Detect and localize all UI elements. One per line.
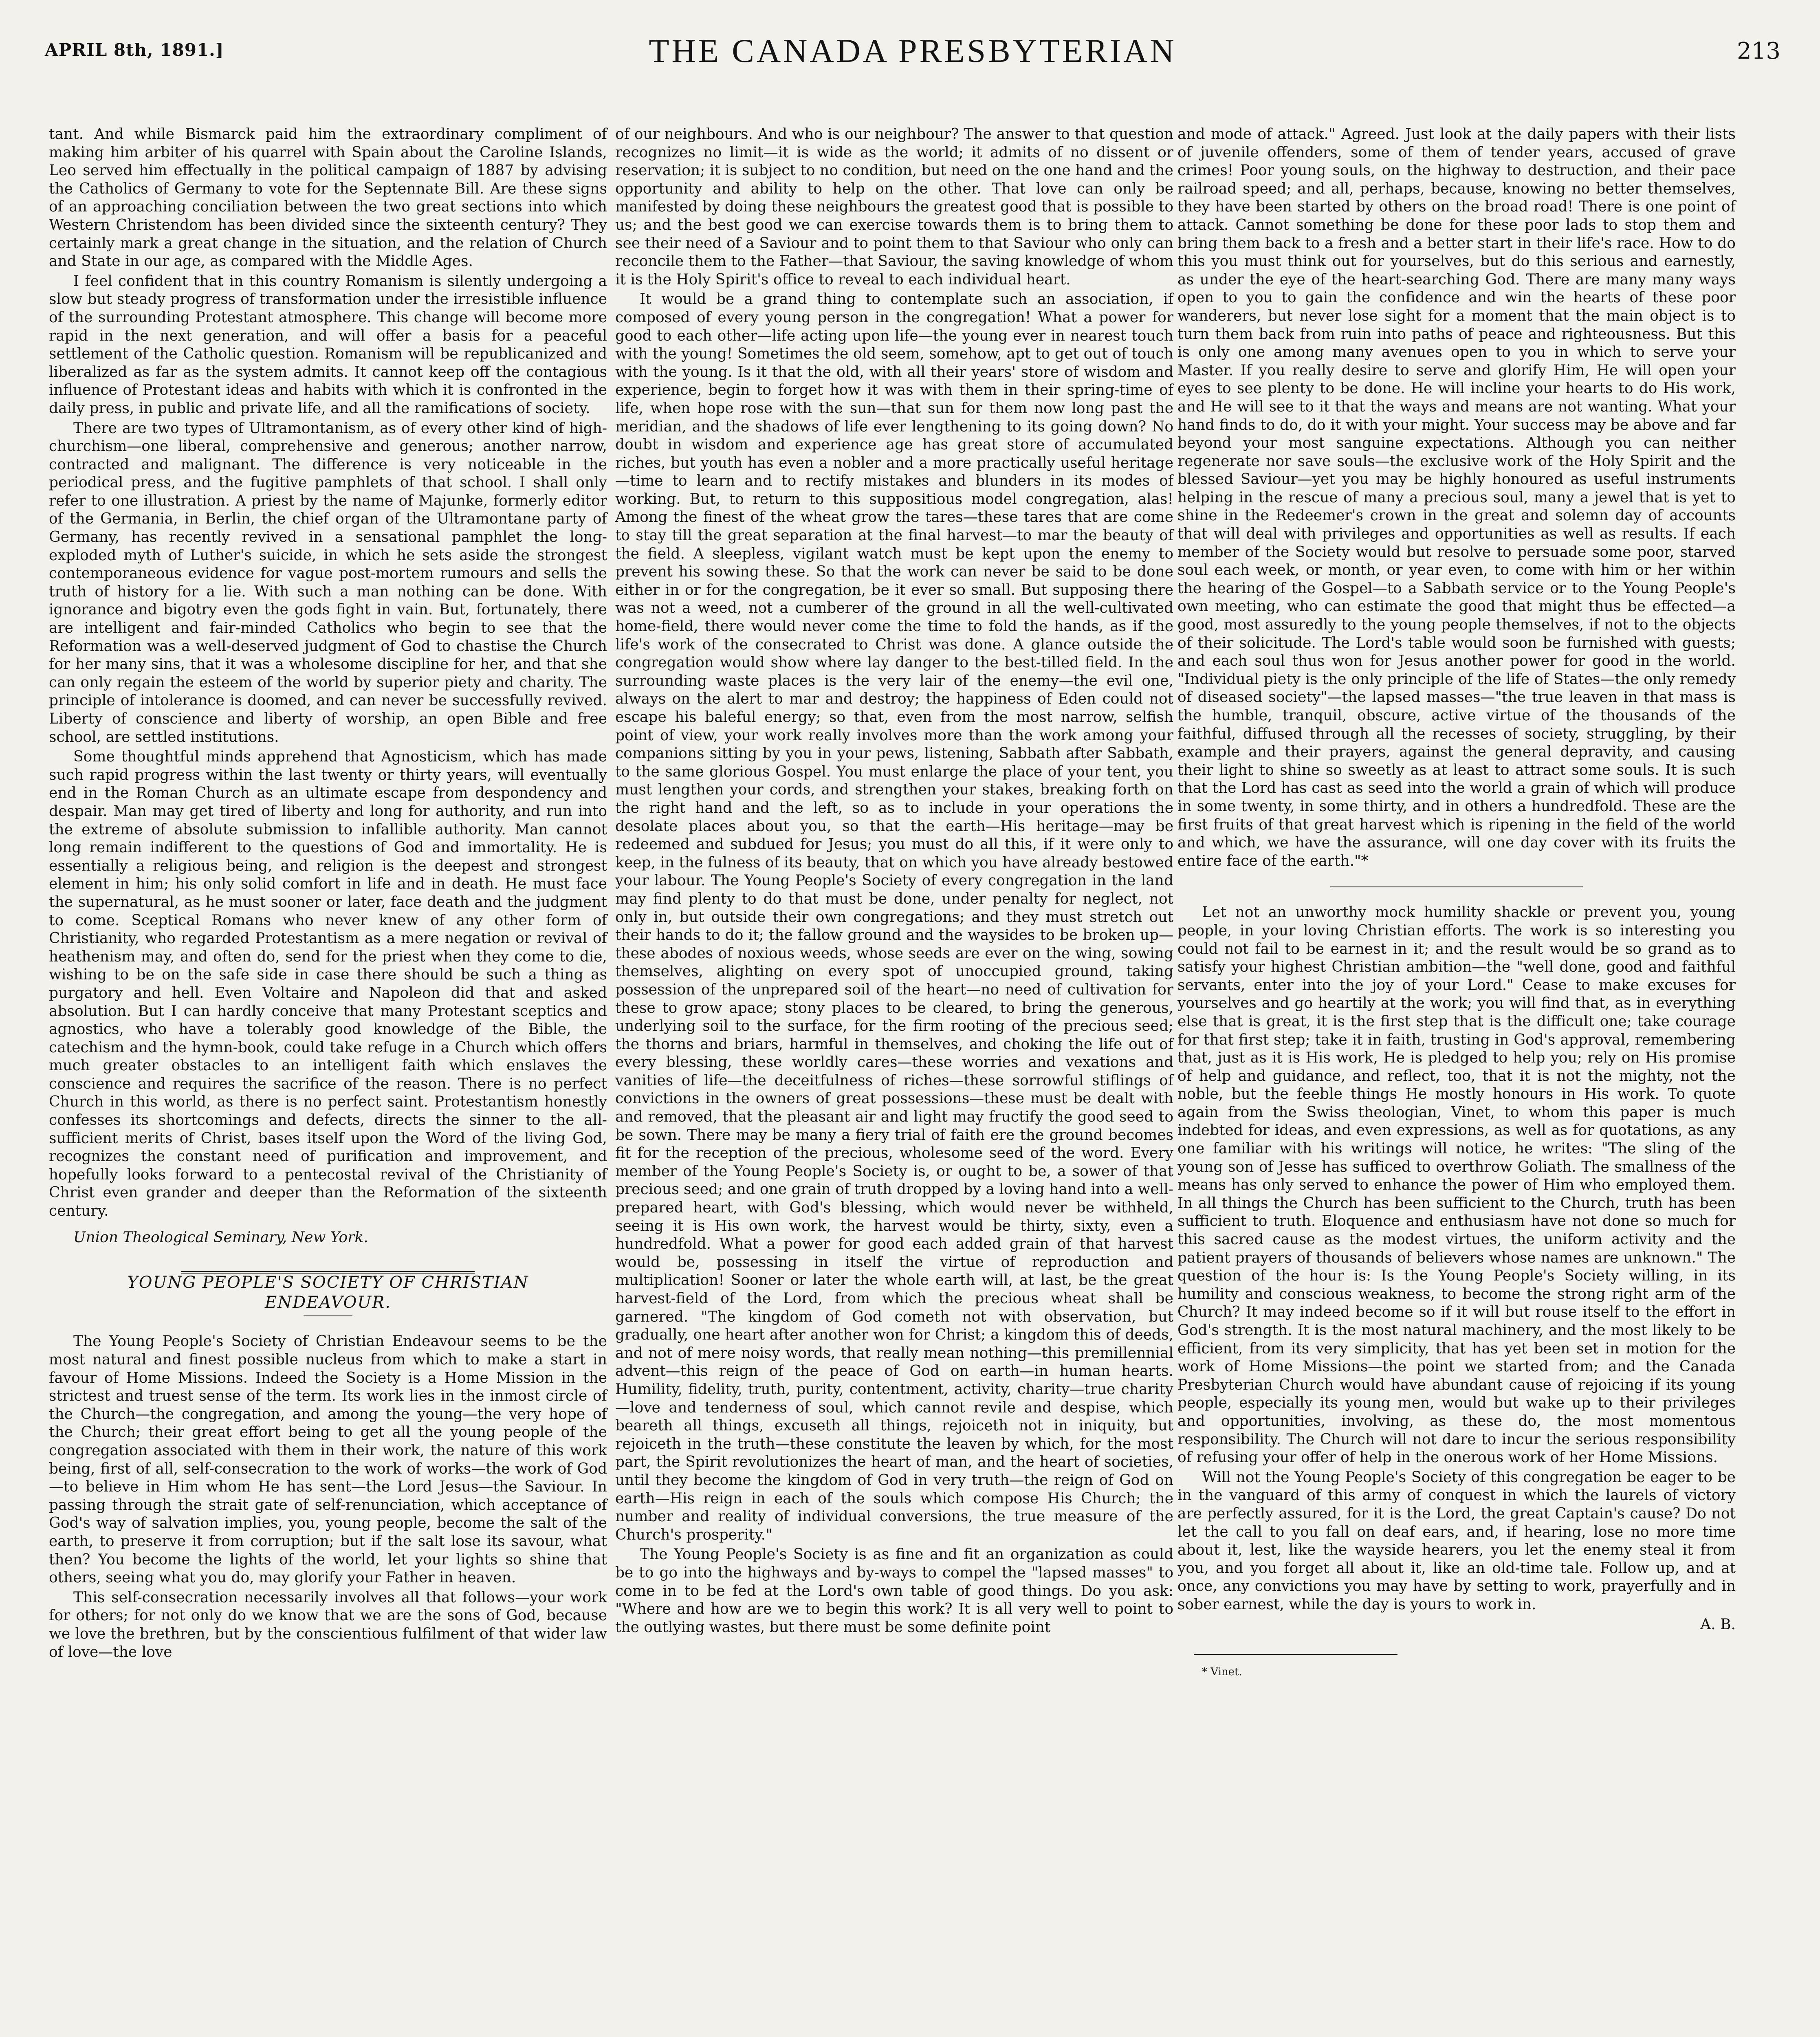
column-1 [49,125,607,1663]
article-heading-line-2: ENDEAVOUR. [265,1293,391,1312]
author-signature: A. B. [1700,1616,1736,1633]
column-3 [1177,125,1736,1683]
footnote: * Vinet. [1202,1666,1242,1678]
paragraph: The Young People's Society of Christian Endeavour seems to be the most natural and finest possible nucleus from which to make a start in favour of Home Missions. Indeed the Society is a Home Mission in the strictest and truest sense of the term. Its work lies in the inmost circle of the Church—the congregation, and among the young—the very hope of the Church; their great effort being to get all the young people of the congregation associated with them in their work, the nature of this work being, first of all, self-consecration to the work of works—the work of God—to believe in Him whom He has sent—the Lord Jesus—the Saviour. In passing through the strait gate of self-renunciation, which acceptance of God's way of salvation implies, you, young people, become the salt of the earth, to preserve it from corruption; but if the salt lose its savour, what then? You become the lights of the world, let your lights so shine that others, seeing what you do, may glorify your Father in heaven. [49,1333,607,1586]
heading-rule [304,1315,352,1316]
paragraph: and mode of attack." Agreed. Just look at the daily papers with their lists of juvenile offenders, some of them of tender years, accused of grave crimes! Poor young souls, on the highway to destruction, and their pace railroad speed; and all, perhaps, because, knowing no better themselves, they have been started by others on the broad road! There is one point of attack. Cannot something be done for these poor lads to stop them and bring them back to a fresh and a better start in their life's race. How to do this you must think out for yourselves, but do this serious and earnestly, as under the eye of the heart-searching God. There are many many ways open to you to gain the confidence and win the hearts of these poor wanderers, but never lose sight for a moment that the main object is to turn them back from ruin into paths of peace and righteousness. But this is only one among many avenues open to you in which to serve your Master. If you really desire to serve and glorify Him, He will open your eyes to see plenty to be done. He will incline your hearts to do His work, and He will see to it that the ways and means are not wanting. What your hand finds to do, do it with your might. Your success may be above and far beyond your most sanguine expectations. Although you can neither regenerate nor save souls—the exclusive work of the Holy Spirit and the blessed Saviour—yet you may be highly honoured as useful instruments helping in the rescue of many a precious soul, many a jewel that is yet to shine in the Redeemer's crown in the great and solemn day of accounts that will deal with privileges and opportunities as well as results. If each member of the Society would but resolve to persuade some poor, starved soul each week, or month, or year even, to come with him or her within the hearing of the Gospel—to a Sabbath service or to the Young People's own meeting, who can estimate the good that might thus be effected—a good, most assuredly to the young people themselves, if not to the objects of their solicitude. The Lord's table would soon be furnished with guests; and each soul thus won for Jesus another power for good in the world. "Individual piety is the only principle of the life of States—the only remedy of diseased society"—the lapsed masses—"the true leaven in that mass is the humble, tranquil, obscure, active virtue of the thousands of the faithful, diffused through all the recesses of society, struggling, by their example and their prayers, against the general depravity, and causing their light to shine so sweetly as at least to attract some souls. It is such that the Lord has cast as seed into the world a grain of which will produce in some twenty, in some thirty, and in others a hundredfold. These are the first fruits of that great harvest which is ripening in the field of the world and which, we have the assurance, will one day cover with its fruits the entire face of the earth."* [1177,126,1736,869]
paragraph: This self-consecration necessarily involves all that follows—your work for others; for not only do we know that we are the sons of God, because we love the brethren, but by the conscientious fulfilment of that wider law of love—the love [49,1589,607,1661]
paragraph: of our neighbours. And who is our neighbour? The answer to that question recognizes no limit—it is wide as the world; it admits of no dissent or reservation; it is subject to no condition, but need on the one hand and the opportunity and ability to help on the other. That love can only be manifested by doing these neighbours the greatest good that is possible to us; and the best good we can exercise towards them is to bring them to see their need of a Saviour and to point them to that Saviour who only can reconcile them to the Father—that Saviour, the saving knowledge of whom it is the Holy Spirit's office to reveal to each individual heart. [615,126,1173,288]
paragraph: It would be a grand thing to contemplate such an association, if composed of every young person in the congregation! What a power for good to each other—life acting upon life—the young ever in nearest touch with the young! Sometimes the old seem, somehow, apt to get out of touch with the young. Is it that the old, with all their years' store of wisdom and experience, begin to forget how it was with them in their spring-time of life, when hope rose with the sun—that sun for them now long past the meridian, and the shadows of life ever lengthening to its going down? No doubt in wisdom and experience age has great store of accumulated riches, but youth has even a nobler and a more practically useful heritage—time to learn and to rectify mistakes and blunders in its modes of working. But, to return to this suppositious model congregation, alas! Among the finest of the wheat grow the tares—these tares that are come to stay till the great separation at the final harvest—to mar the beauty of the field. A sleepless, vigilant watch must be kept upon the enemy to prevent his sowing these. So that the work can never be said to be done either in or for the congregation, be it ever so small. But supposing there was not a weed, not a cumberer of the ground in all the well-cultivated home-field, there would never come the time to fold the hands, as if the life's work of the consecrated to Christ was done. A glance outside the congregation would show where lay danger to the best-tilled field. In the surrounding waste places is the very lair of the enemy—the evil one, always on the alert to mar and destroy; the happiness of Eden could not escape his baleful energy; so that, even from the most narrow, selfish point of view, your work really involves more than the work among your companions sitting by you in your pews, listening, Sabbath after Sabbath, to the same glorious Gospel. You must enlarge the place of your tent, you must lengthen your cords, and strengthen your stakes, breaking forth on the right hand and the left, so as to include in your operations the desolate places about you, so that the earth—His heritage—may be redeemed and subdued for Jesus; you must do all this, if it were only to keep, in the fulness of its beauty, that on which you have already bestowed your labour. The Young People's Society of every congregation in the land may find plenty to do that must be done, under penalty for neglect, not only in, but outside their own congregations; and they must stretch out their hands to do it; the fallow ground and the waysides to be broken up—these abodes of noxious weeds, whose seeds are ever on the wing, sowing themselves, alighting on every spot of unoccupied ground, taking possession of the unprepared soil of the heart—no need of cultivation for these to grow apace; stony places to be cleared, to bring the generous, underlying soil to the surface, for the firm rooting of the precious seed; the thorns and briars, harmful in themselves, and choking the life out of every blessing, these worldly cares—these worries and vexations and vanities of life—the deceitfulness of riches—these sorrowful stiflings of convictions in the owners of great possessions—these must be dealt with and removed, that the pleasant air and light may fructify the good seed to be sown. There may be many a fiery trial of faith ere the ground becomes fit for the reception of the precious, wholesome seed of the word. Every member of the Young People's Society is, or ought to be, a sower of that precious seed; and one grain of truth dropped by a loving hand into a well-prepared heart, with God's blessing, which would never be withheld, seeing it is His own work, the harvest would be thirty, sixty, even a hundredfold. What a power for good each added grain of that harvest would be, possessing in itself the virtue of reproduction and multiplication! Sooner or later the whole earth will, at last, be the great harvest-field of the Lord, from which the precious wheat shall be garnered. "The kingdom of God cometh not with observation, but gradually, one heart after another won for Christ; a kingdom this of deeds, and not of mere noisy words, that really mean nothing—this premillennial advent—this reign of the peace of God on earth—in human hearts. Humility, fidelity, truth, purity, contentment, activity, charity—true charity—love and tenderness of soul, which cannot revile and despise, which beareth all things, excuseth all things, rejoiceth not in iniquity, but rejoiceth in the truth—these constitute the leaven by which, for the most part, the Spirit revolutionizes the heart of man, and the heart of societies, until they become the kingdom of God in very truth—the reign of God on earth—His reign in each of the souls which compose His Church; the number and reality of individual conversions, the true measure of the Church's prosperity." [615,291,1173,1543]
paragraph: There are two types of Ultramontanism, as of every other kind of high-churchism—one liberal, comprehensive and generous; another narrow, contracted and malignant. The difference is very noticeable in the periodical press, and the fugitive pamphlets of that school. I shall only refer to one illustration. A priest by the name of Majunke, formerly editor of the Germania, in Berlin, the chief organ of the Ultramontane party of Germany, has recently revived in a sensational pamphlet the long-exploded myth of Luther's suicide, in which he sets aside the strongest contemporaneous evidence for vague post-mortem rumours and sells the truth of history for a lie. With such a man nothing can be done. With ignorance and bigotry even the gods fight in vain. But, fortunately, there are intelligent and fair-minded Catholics who begin to see that the Reformation was a well-deserved judgment of God to chastise the Church for her many sins, that it was a wholesome discipline for her, and that she can only regain the esteem of the world by superior piety and charity. The principle of intolerance is doomed, and can never be successfully revived. Liberty of conscience and liberty of worship, an open Bible and free school, are settled institutions. [49,420,607,746]
issue-date: APRIL 8th, 1891.] [45,40,224,60]
paragraph: Will not the Young People's Society of this congregation be eager to be in the vanguard of this army of conquest in which the laurels of victory are perfectly assured, for it is the Lord, the great Captain's cause? Do not let the call to you fall on deaf ears, and, if hearing, lose no more time about it, lest, like the wayside hearers, you let the enemy steal it from you, and you forget all about it, like an old-time tale. Follow up, and at once, any convictions you may have by setting to work, prayerfully and in sober earnest, while the day is yours to work in. [1177,1469,1736,1613]
paragraph: Some thoughtful minds apprehend that Agnosticism, which has made such rapid progress within the last twenty or thirty years, will eventually end in the Roman Church as an ultimate escape from despondency and despair. Man may get tired of liberty and long for authority, and run into the extreme of absolute submission to infallible authority. Man cannot long remain indifferent to the questions of God and immortality. He is essentially a religious being, and religion is the deepest and strongest element in him; his only solid comfort in life and in death. He must face the supernatural, as he must sooner or later, face death and the judgment to come. Sceptical Romans who never knew of any other form of Christianity, who regarded Protestantism as a mere negation or revival of heathenism may, and often do, send for the priest when they come to die, wishing to be on the safe side in case there should be such a thing as purgatory and hell. Even Voltaire and Napoleon did that and asked absolution. But I can hardly conceive that many Protestant sceptics and agnostics, who have a tolerably good knowledge of the Bible, the catechism and the hymn-book, could take refuge in a Church which offers much greater obstacles to an intelligent faith which enslaves the conscience and requires the sacrifice of the reason. There is no perfect Church in this world, as there is no perfect saint. Protestantism honestly confesses its shortcomings and defects, directs the sinner to the all-sufficient merits of Christ, bases itself upon the Word of the living God, recognizes the constant need of purification and improvement, and hopefully looks forward to a pentecostal revival of the Christianity of Christ even grander and deeper than the Reformation of the sixteenth century. [49,748,607,1220]
article-heading-line-1: YOUNG PEOPLE'S SOCIETY OF CHRISTIAN [127,1273,529,1292]
masthead-title: THE CANADA PRESBYTERIAN [649,32,1177,69]
column-2 [615,125,1173,1638]
footnote-rule [1194,1654,1397,1655]
author-affiliation: Union Theological Seminary, New York. [73,1229,368,1246]
paragraph: tant. And while Bismarck paid him the extraordinary compliment of making him arbiter of his quarrel with Spain about the Caroline Islands, Leo served him effectually in the political campaign of 1887 by advising the Catholics of Germany to vote for the Septennate Bill. Are these signs of an approaching conciliation between the two great sections into which Western Christendom has been divided since the sixteenth century? They certainly mark a great change in the situation, and the relation of Church and State in our age, as compared with the Middle Ages. [49,126,607,270]
paragraph: I feel confident that in this country Romanism is silently undergoing a slow but steady progress of transformation under the irresistible influence of the surrounding Protestant atmosphere. This change will become more rapid in the next generation, and will offer a basis for a peaceful settlement of the Catholic question. Romanism will be republicanized and liberalized as far as the system admits. It cannot keep off the contagious influence of Protestant ideas and habits with which it is confronted in the daily press, in public and private life, and all the ramifications of society. [49,273,607,417]
paragraph: The Young People's Society is as fine and fit an organization as could be to go into the highways and by-ways to compel the "lapsed masses" to come in to be fed at the Lord's own table of good things. Do you ask: "Where and how are we to begin this work? It is all very well to point to the outlying wastes, but there must be some definite point [615,1546,1173,1636]
page-number: 213 [1737,38,1780,64]
paragraph: Let not an unworthy mock humility shackle or prevent you, young people, in your loving Christian efforts. The work is so interesting you could not fail to be earnest in it; and the result would be so grand as to satisfy your highest Christian ambition—the "well done, good and faithful servants, enter into the joy of your Lord." Cease to make excuses for yourselves and go heartily at the work; you will find that, as in everything else that is great, it is the first step that is the difficult one; take courage for that first step; take it in faith, trusting in God's approval, remembering that, just as it is His work, He is pledged to help you; rely on His promise of help and guidance, and reflect, too, that it is not the mighty, not the noble, but the feeble things He mostly honours in His work. To quote again from the Swiss theologian, Vinet, to whom this paper is much indebted for ideas, and even expressions, as well as for quotations, as any one familiar with his writings will notice, he writes: "The sling of the young son of Jesse has sufficed to overthrow Goliath. The smallness of the means has only served to enhance the power of Him who employed them. In all things the Church has been sufficient to the Church, truth has been sufficient to truth. Eloquence and enthusiasm have not done so much for this sacred cause as the modest virtues, the uniform activity and the patient prayers of thousands of believers whose names are unknown." The question of the hour is: Is the Young People's Society willing, in its humility and conscious weakness, to become the strong right arm of the Church? It may indeed become so if it will but rouse itself to the effort in God's strength. It is the most natural machinery, and the most likely to be efficient, from its very simplicity, that has yet been set in motion for the work of Home Missions—the point we started from; and the Canada Presbyterian Church would have abundant cause of rejoicing if its young people, especially its young men, would but wake up to their privileges and opportunities, involving, as these do, the most momentous responsibility. The Church will not dare to incur the serious responsibility of refusing your offer of help in the onerous work of her Home Missions. [1177,904,1736,1466]
page-header [45,24,1780,85]
